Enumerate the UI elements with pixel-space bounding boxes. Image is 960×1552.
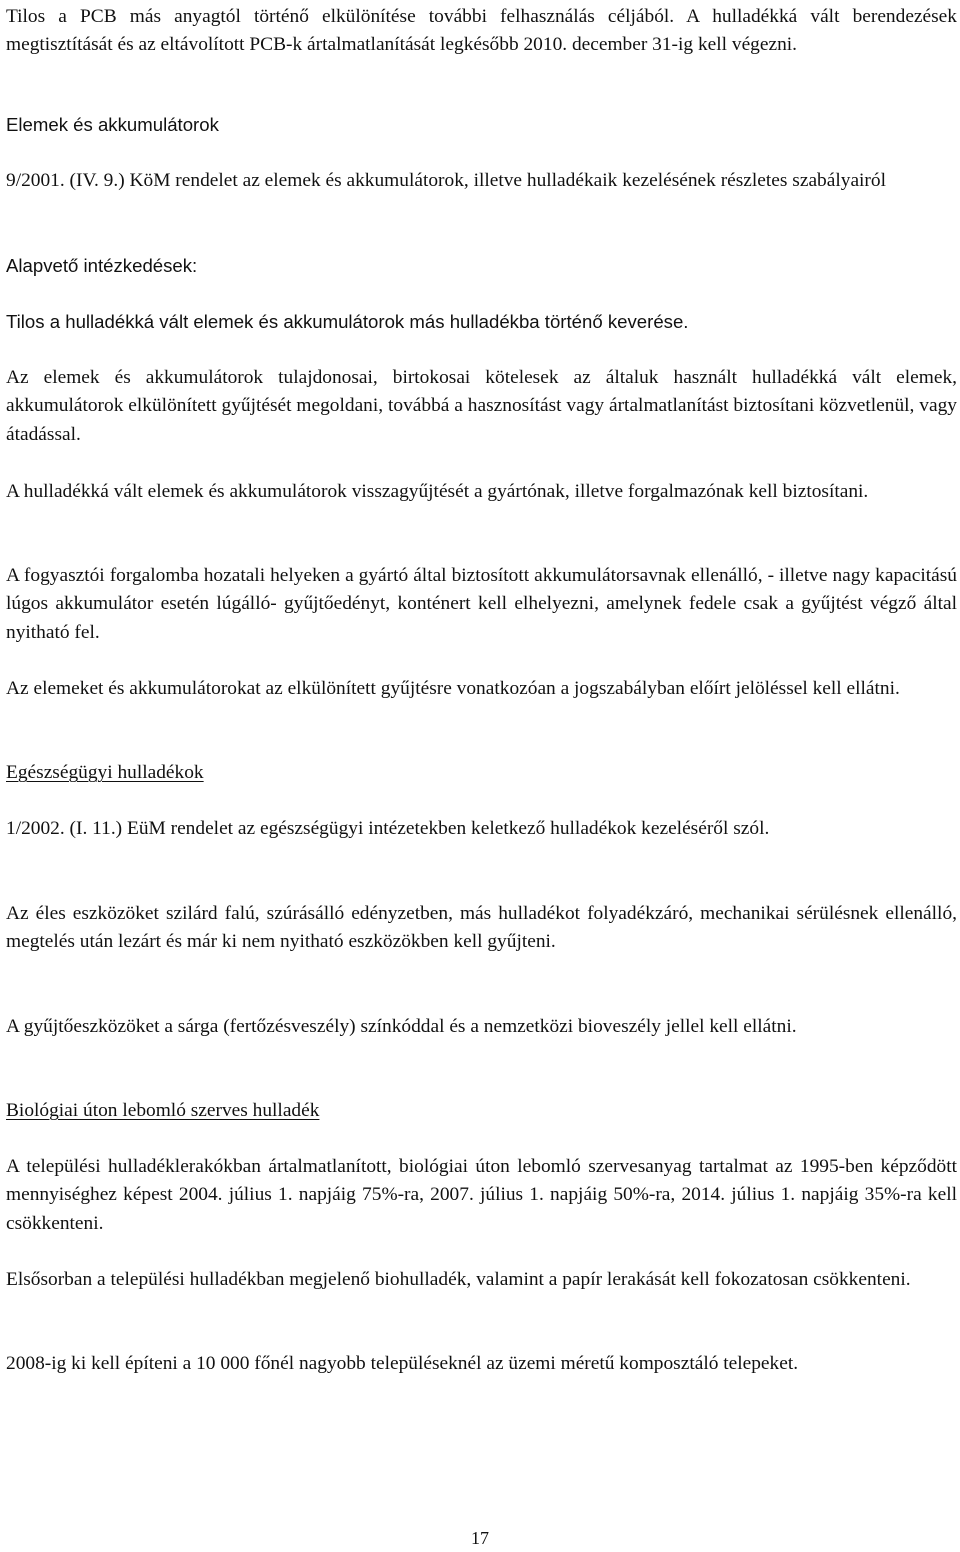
paragraph-healthcare-regulation: 1/2002. (I. 11.) EüM rendelet az egészségügyi intézetekben keletkező hulladékok kezeléséről szól. [6, 818, 770, 839]
paragraph-take-back: A hulladékká vált elemek és akkumulátorok visszagyűjtését a gyártónak, illetve forgalmazónak kell biztosítani. [6, 481, 869, 502]
section-heading-biodegradable-waste: Biológiai úton lebomló szerves hulladék [6, 1100, 320, 1121]
page-number: 17 [471, 1528, 489, 1548]
paragraph-landfill-reduction: A települési hulladéklerakókban ártalmatlanított, biológiai úton lebomló szervesanyag tartalmat az 1995-ben képződött mennyiséghez képest 2004. július 1. napjáig 75%-ra, 2007. július 1. napjáig 50%-ra, 2014. július 1. napjáig 35%-ra kell csökkenteni. [6, 1156, 957, 1234]
paragraph-biowaste: Elsősorban a települési hulladékban megjelenő biohulladék, valamint a papír lerakását kell fokozatosan csökkenteni. [6, 1269, 911, 1290]
subheading-basic-measures: Alapvető intézkedések: [6, 255, 198, 276]
paragraph-composting-plants: 2008-ig ki kell építeni a 10 000 főnél nagyobb településeknél az üzemi méretű komposztáló telepeket. [6, 1353, 799, 1374]
paragraph-labelling: Az elemeket és akkumulátorokat az elkülönített gyűjtésre vonatkozóan a jogszabályban előírt jelöléssel kell ellátni. [6, 678, 900, 699]
paragraph-battery-regulation: 9/2001. (IV. 9.) KöM rendelet az elemek és akkumulátorok, illetve hulladékaik kezelésének részletes szabályairól [6, 170, 886, 191]
paragraph-collection-containers: A fogyasztói forgalomba hozatali helyeken a gyártó által biztosított akkumulátorsavnak ellenálló, - illetve nagy kapacitású lúgos akkumulátor esetén lúgálló- gyűjtőedényt, konténert kell elhelyezni, amelynek fedele csak a gyűjtést végző által nyitható fel. [6, 565, 957, 643]
paragraph-pcb-removal: Tilos a PCB más anyagtól történő elkülönítése további felhasználás céljából. A hulladékká vált berendezések megtisztítását és az eltávolított PCB-k ártalmatlanítását legkésőbb 2010. december 31-ig kell végezni. [6, 6, 957, 56]
paragraph-sharp-tools: Az éles eszközöket szilárd falú, szúrásálló edényzetben, más hulladékot folyadékzáró, mechanikai sérülésnek ellenálló, megtelés után lezárt és már ki nem nyitható eszközökben kell gyűjteni. [6, 903, 957, 953]
paragraph-mixing-prohibition: Tilos a hulladékká vált elemek és akkumulátorok más hulladékba történő keverése. [6, 311, 689, 332]
section-heading-batteries: Elemek és akkumulátorok [6, 114, 219, 135]
section-heading-healthcare-waste: Egészségügyi hulladékok [6, 762, 204, 783]
paragraph-colour-code: A gyűjtőeszközöket a sárga (fertőzésveszély) színkóddal és a nemzetközi bioveszély jellel kell ellátni. [6, 1016, 797, 1037]
paragraph-owner-obligations: Az elemek és akkumulátorok tulajdonosai, birtokosai kötelesek az általuk használt hulladékká vált elemek, akkumulátorok elkülönített gyűjtését megoldani, továbbá a hasznosítást vagy ártalmatlanítást biztosítani közvetlenül, vagy átadással. [6, 367, 957, 445]
